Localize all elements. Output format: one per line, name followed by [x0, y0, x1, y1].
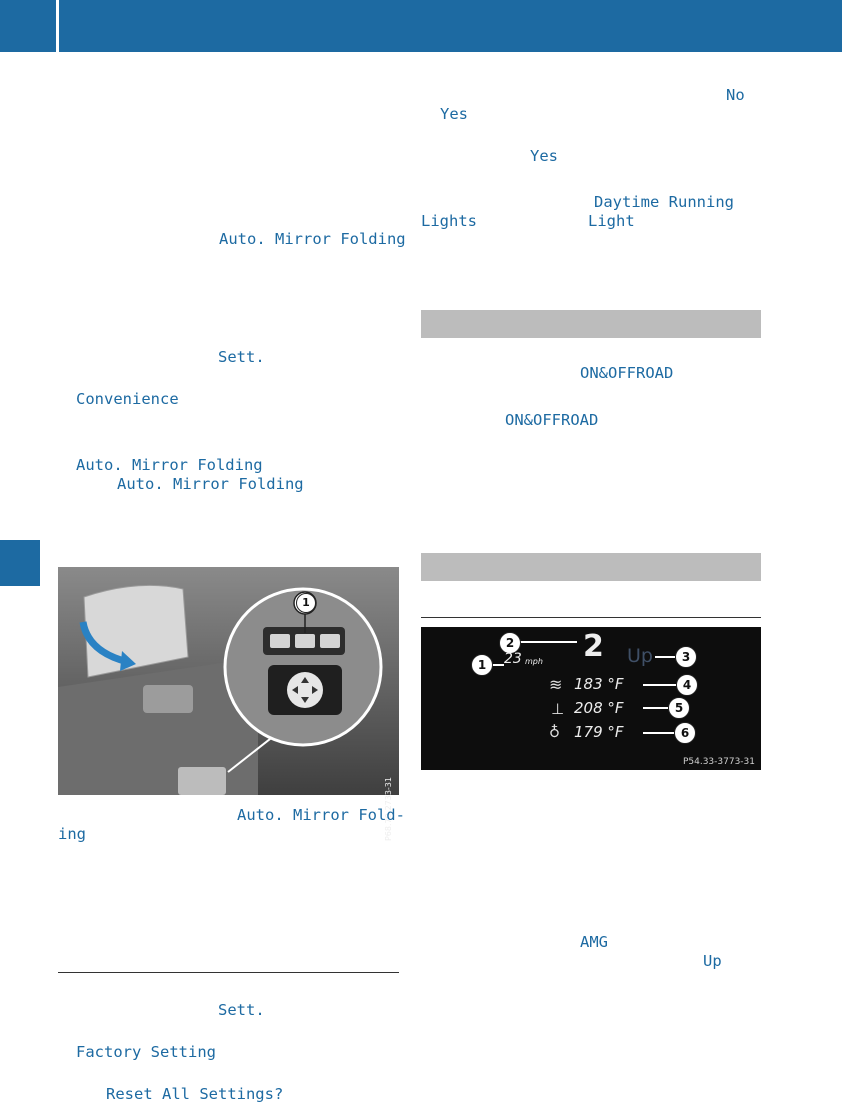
menu-auto-mirror-folding: Auto. Mirror Folding [219, 230, 406, 248]
coolant-temp-leader [643, 707, 668, 709]
gear-indicator: 2 [583, 629, 604, 664]
callout-1: 1 [471, 654, 493, 676]
menu-reset-all-settings: Reset All Settings? [106, 1085, 284, 1103]
header-bar [0, 0, 842, 52]
callout-2: 2 [499, 632, 521, 654]
menu-onoffroad-2: ON&OFFROAD [505, 411, 599, 429]
callout-1: 1 [296, 593, 316, 613]
gear-leader [519, 641, 577, 643]
section-rule-right [421, 617, 761, 618]
image-code-2: P54.33-3773-31 [682, 757, 755, 767]
menu-sett: Sett. [218, 348, 265, 366]
option-yes: Yes [440, 105, 468, 123]
menu-convenience: Convenience [76, 390, 179, 408]
transmission-temp: 179 °F [574, 723, 624, 741]
menu-factory-setting: Factory Setting [76, 1043, 216, 1061]
menu-sett-2: Sett. [218, 1001, 265, 1019]
display-up: Up [703, 952, 722, 970]
coolant-temp-icon: ⊥ [551, 700, 565, 718]
callout-6: 6 [674, 722, 696, 744]
option-yes-2: Yes [530, 147, 558, 165]
oil-temp-leader [643, 684, 676, 686]
header-divider [56, 0, 59, 52]
caption-ing: ing [58, 825, 86, 843]
amg-display-photo [421, 627, 761, 770]
caption-auto-mirror-fold: Auto. Mirror Fold- [237, 806, 405, 824]
oil-temp-icon: ≋ [549, 675, 563, 694]
menu-amg: AMG [580, 933, 608, 951]
transmission-temp-leader [643, 732, 674, 734]
engine-oil-temp: 183 °F [574, 675, 624, 693]
menu-daytime-running: Daytime Running [594, 193, 734, 211]
section-heading-bar-2 [421, 553, 761, 581]
menu-onoffroad: ON&OFFROAD [580, 364, 674, 382]
transmission-temp-icon: ♁ [549, 723, 560, 741]
image-code: P68.70-2733-31 [384, 777, 393, 842]
mirror-fold-switch-icon [58, 567, 399, 795]
shift-leader [655, 656, 675, 658]
speed-unit: mph [525, 657, 543, 666]
speed-value: 23 [504, 651, 522, 667]
menu-lights: Lights [421, 212, 477, 230]
shift-indicator: Up [627, 645, 653, 667]
callout-5: 5 [668, 697, 690, 719]
callout-3: 3 [675, 646, 697, 668]
chapter-tab [0, 540, 40, 586]
section-heading-bar-1 [421, 310, 761, 338]
option-no: No [726, 86, 745, 104]
menu-auto-mirror-folding-item-2: Auto. Mirror Folding [117, 475, 304, 493]
callout-4: 4 [676, 674, 698, 696]
menu-light: Light [588, 212, 635, 230]
menu-auto-mirror-folding-item: Auto. Mirror Folding [76, 456, 263, 474]
coolant-temp: 208 °F [574, 699, 624, 717]
section-rule-left [58, 972, 399, 973]
